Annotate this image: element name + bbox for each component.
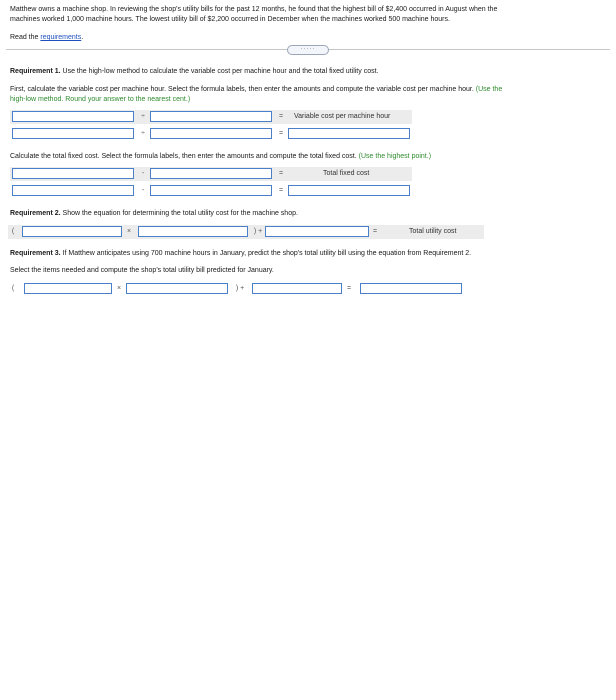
variable-cost-result-label: Variable cost per machine hour <box>294 113 391 120</box>
fixed-cost-result-input[interactable] <box>288 185 410 196</box>
req3-heading-text: If Matthew anticipates using 700 machine hours in January, predict the shop's total utility bill using the equation from Requirement 2. <box>60 250 472 257</box>
variable-equals-operator-1: = <box>278 113 284 120</box>
req2-heading-label: Requirement 2. <box>10 210 61 217</box>
variable-amount-numerator-input[interactable] <box>12 128 134 139</box>
variable-equals-operator-2: = <box>278 130 284 137</box>
variable-divide-operator-1: ÷ <box>141 113 145 120</box>
req2-heading-text: Show the equation for determining the total utility cost for the machine shop. <box>60 210 298 217</box>
req3-open-paren: ( <box>11 285 15 292</box>
req1-heading <box>10 67 378 77</box>
variable-divide-operator-2: ÷ <box>141 130 145 137</box>
req1-hint-part-b: high-low method. Round your answer to the nearest cent.) <box>10 96 191 103</box>
fixed-equals-operator-1: = <box>278 170 284 177</box>
req3-close-paren-plus: ) + <box>235 285 245 292</box>
variable-label-numerator-select[interactable] <box>12 111 134 122</box>
variable-cost-result-input[interactable] <box>288 128 410 139</box>
problem-text-line-2: machines worked 1,000 machine hours. The lowest utility bill of $2,200 occurred in December when the machines worked 500 machine hours. <box>10 16 450 23</box>
variable-amount-denominator-input[interactable] <box>150 128 272 139</box>
req2-term-2-select[interactable] <box>138 226 248 237</box>
req1-instruction-text: First, calculate the variable cost per machine hour. Select the formula labels, then enter the amounts and compute the variable cost per machine hour. <box>10 86 474 93</box>
fixed-equals-operator-2: = <box>278 187 284 194</box>
read-suffix: . <box>81 34 84 41</box>
fixed-label-right-select[interactable] <box>150 168 272 179</box>
req3-heading <box>10 249 471 259</box>
requirements-link[interactable]: requirements <box>40 34 82 41</box>
req2-equals-operator: = <box>372 228 378 235</box>
req2-heading <box>10 209 298 219</box>
fixed-label-left-select[interactable] <box>12 168 134 179</box>
variable-label-denominator-select[interactable] <box>150 111 272 122</box>
req2-close-paren-plus: ) + <box>253 228 263 235</box>
expand-more-button[interactable]: ····· <box>287 45 329 55</box>
req2-multiply-operator: × <box>126 228 132 235</box>
fixed-cost-instruction-text: Calculate the total fixed cost. Select the formula labels, then enter the amounts and compute the total fixed cost. <box>10 153 357 160</box>
req2-result-label: Total utility cost <box>409 228 457 235</box>
read-prefix: Read the <box>10 34 41 41</box>
req3-equals-operator: = <box>346 285 352 292</box>
fixed-cost-instruction <box>10 152 431 162</box>
fixed-cost-hint: (Use the highest point.) <box>356 153 432 160</box>
req3-instruction: Select the items needed and compute the shop's total utility bill predicted for January. <box>10 267 274 274</box>
read-requirements <box>10 33 83 43</box>
problem-text-line-1: Matthew owns a machine shop. In reviewing the shop's utility bills for the past 12 months, he found that the highest bill of $2,400 occurred in August when the <box>10 6 498 13</box>
fixed-minus-operator-1: - <box>141 170 145 177</box>
fixed-minus-operator-2: - <box>141 187 145 194</box>
req3-term-3-input[interactable] <box>252 283 342 294</box>
req2-term-3-select[interactable] <box>265 226 369 237</box>
req3-term-1-input[interactable] <box>24 283 112 294</box>
req2-open-paren: ( <box>11 228 15 235</box>
fixed-amount-right-input[interactable] <box>150 185 272 196</box>
req3-result-input[interactable] <box>360 283 462 294</box>
req1-heading-text: Use the high-low method to calculate the variable cost per machine hour and the total fixed utility cost. <box>60 68 379 75</box>
req3-term-2-input[interactable] <box>126 283 228 294</box>
req1-instruction-line-1 <box>10 85 502 95</box>
fixed-amount-left-input[interactable] <box>12 185 134 196</box>
req1-hint-part-a: (Use the <box>473 86 503 93</box>
req2-term-1-select[interactable] <box>22 226 122 237</box>
req1-heading-label: Requirement 1. <box>10 68 61 75</box>
req3-heading-label: Requirement 3. <box>10 250 61 257</box>
req3-multiply-operator: × <box>116 285 122 292</box>
fixed-cost-result-label: Total fixed cost <box>323 170 370 177</box>
